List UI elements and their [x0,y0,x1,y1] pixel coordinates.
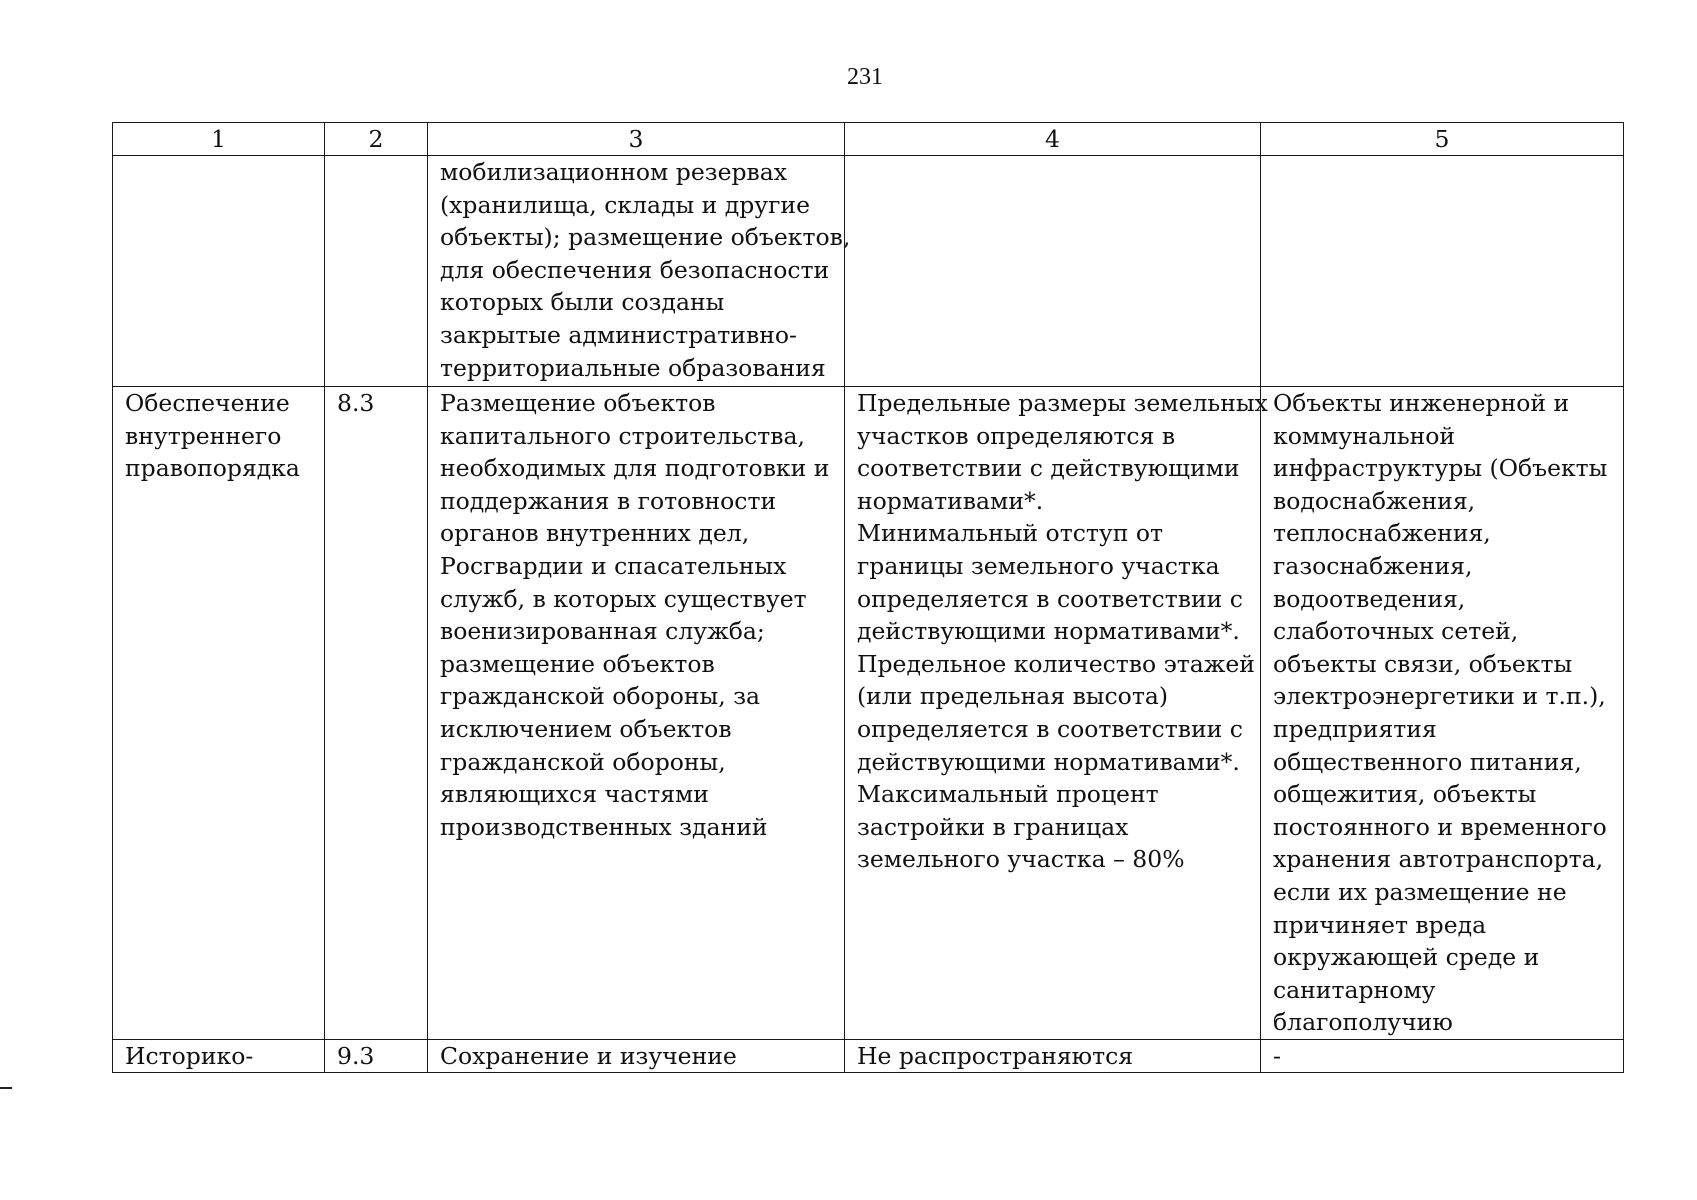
cell-text-line: служб, в которых существует [440,584,807,613]
cell-text-line: Максимальный процент [857,780,1159,809]
cell-text-line: общежития, объекты [1273,780,1537,809]
cell-text-line: военизированная служба; [440,617,765,646]
cell-text-line: размещение объектов [440,649,715,678]
cell-text-line: являющихся частями [440,780,709,809]
cell-text-line: гражданской обороны, за [440,682,761,711]
cell-text-line: мобилизационном резервах [440,158,788,186]
cell-text-line: слаботочных сетей, [1273,617,1519,646]
column-header: 3 [428,123,845,156]
cell-use-name [113,387,325,1040]
table-header-row [113,123,1624,156]
column-header: 4 [845,123,1261,156]
cell-text-line: органов внутренних дел, [440,519,750,548]
cell-text-line: (хранилища, склады и другие [440,190,810,219]
cell-text-line: Минимальный отступ от [857,519,1163,548]
cell-text-line: закрытые административно- [440,320,797,349]
cell-code: 8.3 [325,387,428,1040]
cell-text-line: определяется в соответствии с [857,584,1243,613]
land-use-table [112,122,1624,1073]
cell-text-line: постоянного и временного [1273,812,1607,841]
cell-text-line: внутреннего [125,421,282,450]
cell-text-line: предприятия [1273,714,1437,743]
cell-text-line: застройки в границах [857,812,1129,841]
cell-text-line: объекты связи, объекты [1273,649,1573,678]
cell-text-line: причиняет вреда [1273,910,1487,939]
cell-auxiliary-uses [1261,1039,1624,1072]
cell-text-line: исключением объектов [440,714,732,743]
cell-code: 9.3 [325,1039,428,1072]
cell-text-line: если их размещение не [1273,877,1567,906]
cell-text-line: Объекты инженерной и [1273,389,1570,417]
cell-text-line: санитарному [1273,975,1436,1004]
margin-mark [0,1087,12,1089]
cell-description [428,387,845,1040]
cell-text-line: земельного участка – 80% [857,845,1185,874]
cell-text-line: которых были созданы [440,288,725,317]
cell-auxiliary-uses [1261,156,1624,387]
cell-text-line: территориальные образования [440,353,826,382]
cell-text-line: действующими нормативами*. [857,617,1240,646]
cell-text-line: капитального строительства, [440,421,806,450]
cell-text-line: - [1273,1041,1281,1070]
cell-text-line: электроэнергетики и т.п.), [1273,682,1606,711]
cell-parameters [845,387,1268,1040]
column-header: 2 [325,123,428,156]
table-row [113,1039,1624,1072]
cell-text-line: производственных зданий [440,812,768,841]
cell-text-line: гражданской обороны, [440,747,726,776]
cell-text-line: инфраструктуры (Объекты [1273,454,1608,483]
cell-text-line: Предельные размеры земельных [857,389,1268,417]
cell-auxiliary-uses [1261,387,1624,1040]
cell-text-line: участков определяются в [857,421,1176,450]
cell-code [325,156,428,387]
cell-text-line: Не распространяются [857,1041,1134,1070]
cell-text-line: Росгвардии и спасательных [440,551,787,580]
cell-text-line: окружающей среде и [1273,943,1540,972]
cell-text-line: общественного питания, [1273,747,1582,776]
cell-text-line: необходимых для подготовки и [440,454,830,483]
cell-text-line: нормативами*. [857,486,1044,515]
cell-text-line: поддержания в готовности [440,486,777,515]
cell-text-line: газоснабжения, [1273,551,1473,580]
cell-use-name [113,1039,325,1072]
cell-text-line: действующими нормативами*. [857,747,1240,776]
page-number: 231 [847,64,883,90]
cell-text-line: определяется в соответствии с [857,714,1243,743]
cell-text-line: для обеспечения безопасности [440,255,830,284]
cell-parameters [845,1039,1261,1072]
cell-text-line: хранения автотранспорта, [1273,845,1604,874]
cell-parameters [845,156,1261,387]
cell-text-line: благополучию [1273,1008,1453,1037]
cell-text-line: коммунальной [1273,421,1456,450]
cell-text-line: объекты); размещение объектов, [440,223,851,252]
cell-use-name [113,156,325,387]
cell-text-line: границы земельного участка [857,551,1220,580]
cell-text-line: Историко- [125,1041,254,1070]
cell-text-line: Сохранение и изучение [440,1041,737,1070]
table-row [113,156,1624,387]
table-row [113,387,1624,1040]
cell-text-line: (или предельная высота) [857,682,1168,711]
cell-text-line: водоснабжения, [1273,486,1476,515]
cell-text-line: соответствии с действующими [857,454,1240,483]
cell-text-line: водоотведения, [1273,584,1466,613]
cell-text-line: правопорядка [125,454,300,483]
column-header: 1 [113,123,325,156]
cell-text-line: теплоснабжения, [1273,519,1491,548]
cell-text-line: Размещение объектов [440,389,716,417]
cell-text-line: Обеспечение [125,389,290,417]
column-header: 5 [1261,123,1624,156]
cell-description [428,156,851,387]
cell-text-line: Предельное количество этажей [857,649,1255,678]
cell-description [428,1039,845,1072]
